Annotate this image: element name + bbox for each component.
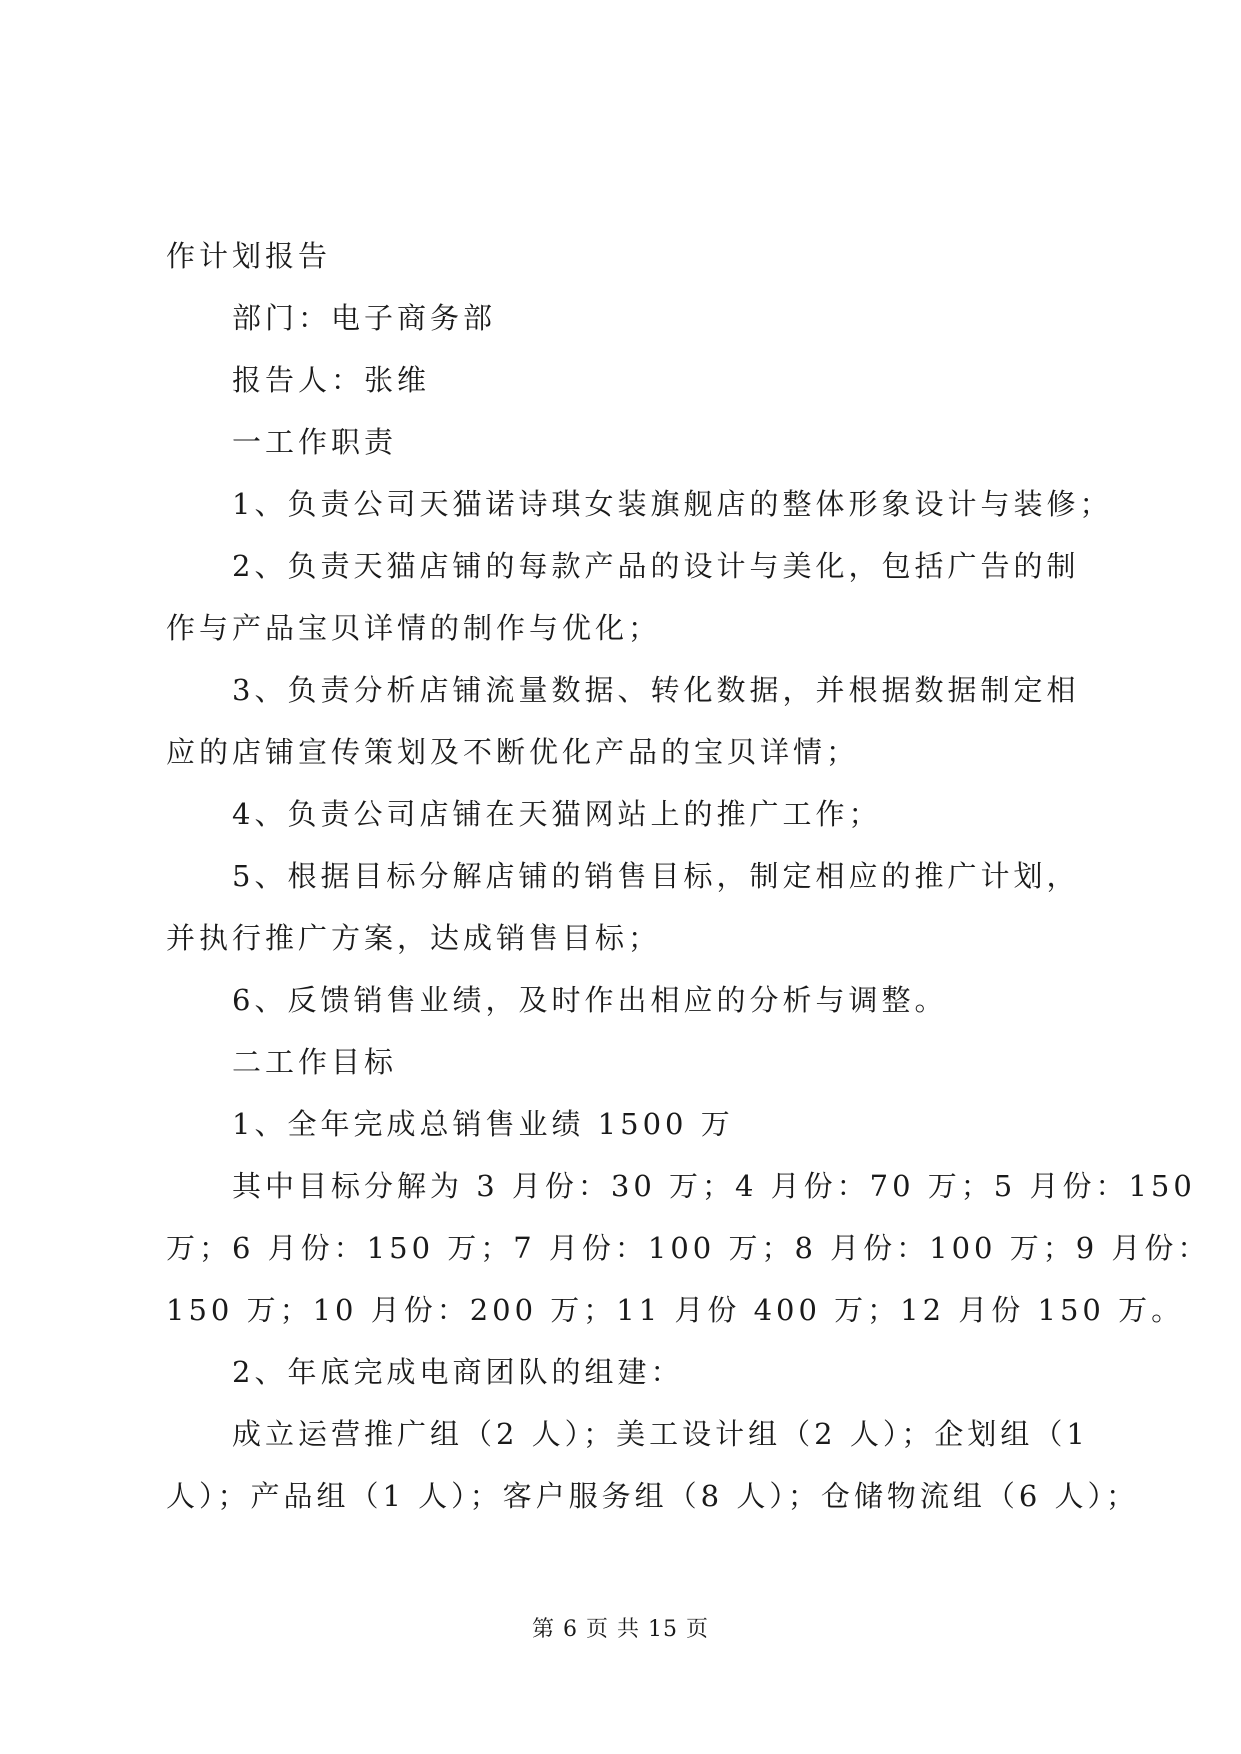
- text-line: 其中目标分解为 3 月份：30 万；4 月份：70 万；5 月份：150: [232, 1169, 1196, 1203]
- text-line: 3、负责分析店铺流量数据、转化数据，并根据数据制定相: [232, 673, 1080, 707]
- text-line: 一工作职责: [232, 425, 398, 459]
- text-line: 1、全年完成总销售业绩 1500 万: [232, 1107, 734, 1141]
- text-line: 部门：电子商务部: [232, 301, 497, 335]
- page-footer: 第 6 页 共 15 页: [532, 1617, 709, 1642]
- text-line: 应的店铺宣传策划及不断优化产品的宝贝详情；: [166, 735, 860, 769]
- text-line: 2、负责天猫店铺的每款产品的设计与美化，包括广告的制: [232, 549, 1080, 583]
- document-body: [166, 225, 1211, 1527]
- text-line: 报告人：张维: [232, 363, 431, 397]
- text-line: 二工作目标: [232, 1045, 398, 1079]
- text-line: 2、年底完成电商团队的组建：: [232, 1355, 684, 1389]
- text-line: 并执行推广方案，达成销售目标；: [166, 921, 662, 955]
- text-line: 1、负责公司天猫诺诗琪女装旗舰店的整体形象设计与装修；: [232, 487, 1113, 521]
- text-line: 成立运营推广组（2 人）；美工设计组（2 人）；企划组（1: [232, 1417, 1089, 1451]
- text-line: 作与产品宝贝详情的制作与优化；: [166, 611, 662, 645]
- text-line: 5、根据目标分解店铺的销售目标，制定相应的推广计划，: [232, 859, 1080, 893]
- text-line: 4、负责公司店铺在天猫网站上的推广工作；: [232, 797, 882, 831]
- text-line: 人）；产品组（1 人）；客户服务组（8 人）；仓储物流组（6 人）；: [166, 1479, 1140, 1513]
- text-line: 万；6 月份：150 万；7 月份：100 万；8 月份：100 万；9 月份：: [166, 1231, 1211, 1265]
- text-line: 6、反馈销售业绩，及时作出相应的分析与调整。: [232, 983, 948, 1017]
- text-line: 150 万；10 月份：200 万；11 月份 400 万；12 月份 150 万。: [166, 1293, 1185, 1327]
- text-line: 作计划报告: [166, 239, 332, 273]
